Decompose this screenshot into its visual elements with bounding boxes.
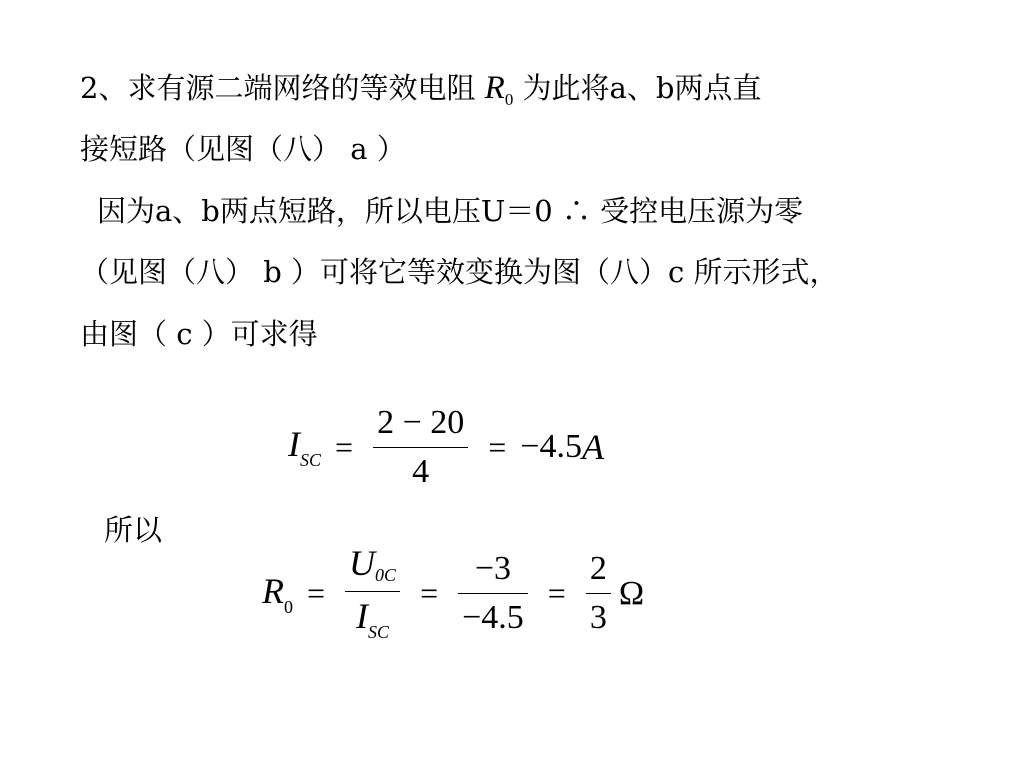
- paragraph-line-3: 因为a、b两点短路，所以电压U＝0 ∴ 受控电压源为零: [97, 194, 804, 228]
- resistance-symbol: R: [484, 70, 505, 106]
- equation-short-circuit-current: [288, 405, 604, 490]
- eq2-frac3-denominator: 3: [589, 599, 607, 637]
- eq1-equals: =: [335, 428, 354, 465]
- eq1-numerator: 2 − 20: [377, 404, 465, 441]
- eq2-frac2-denominator: −4.5: [462, 599, 524, 637]
- eq1-equals-2: =: [488, 428, 507, 465]
- equation-equivalent-resistance: [262, 545, 644, 642]
- line1-prefix: 2、求有源二端网络的等效电阻: [80, 71, 485, 105]
- eq2-equals-2: =: [420, 575, 439, 612]
- eq2-fraction-1: [345, 545, 400, 642]
- resistance-subscript: 0: [504, 90, 514, 109]
- eq1-result-value: −4.5: [520, 428, 582, 466]
- eq2-frac2-numerator: −3: [474, 550, 512, 588]
- paragraph-line-1: [80, 72, 761, 108]
- eq2-lhs: R0: [262, 570, 293, 617]
- fraction-bar: [586, 593, 611, 595]
- eq1-denominator: 4: [412, 453, 430, 491]
- eq2-fraction-2: [458, 551, 528, 636]
- therefore-text: 所以: [104, 513, 163, 547]
- eq2-fraction-3: [586, 551, 611, 636]
- eq2-frac1-denominator: $I_{SC}$: [356, 596, 390, 643]
- fraction-bar: [345, 591, 400, 593]
- eq1-lhs: ISC: [288, 424, 322, 471]
- fraction-bar: [458, 593, 528, 595]
- eq2-equals-3: =: [547, 575, 566, 612]
- eq1-fraction: [373, 405, 468, 490]
- paragraph-line-2: 接短路（见图（八） a ）: [80, 132, 406, 166]
- paragraph-line-5: 由图（ c ）可求得: [80, 317, 318, 351]
- eq1-result-unit: A: [581, 427, 604, 468]
- line1-suffix: 为此将a、b两点直: [513, 71, 762, 105]
- ohm-unit: Ω: [618, 574, 645, 612]
- paragraph-line-4: （见图（八） b ）可将它等效变换为图（八）c 所示形式，: [80, 255, 839, 289]
- eq2-frac1-numerator: U0C: [349, 543, 397, 585]
- eq2-frac3-numerator: 2: [589, 550, 607, 588]
- fraction-bar: [373, 447, 468, 449]
- eq2-equals: =: [307, 575, 326, 612]
